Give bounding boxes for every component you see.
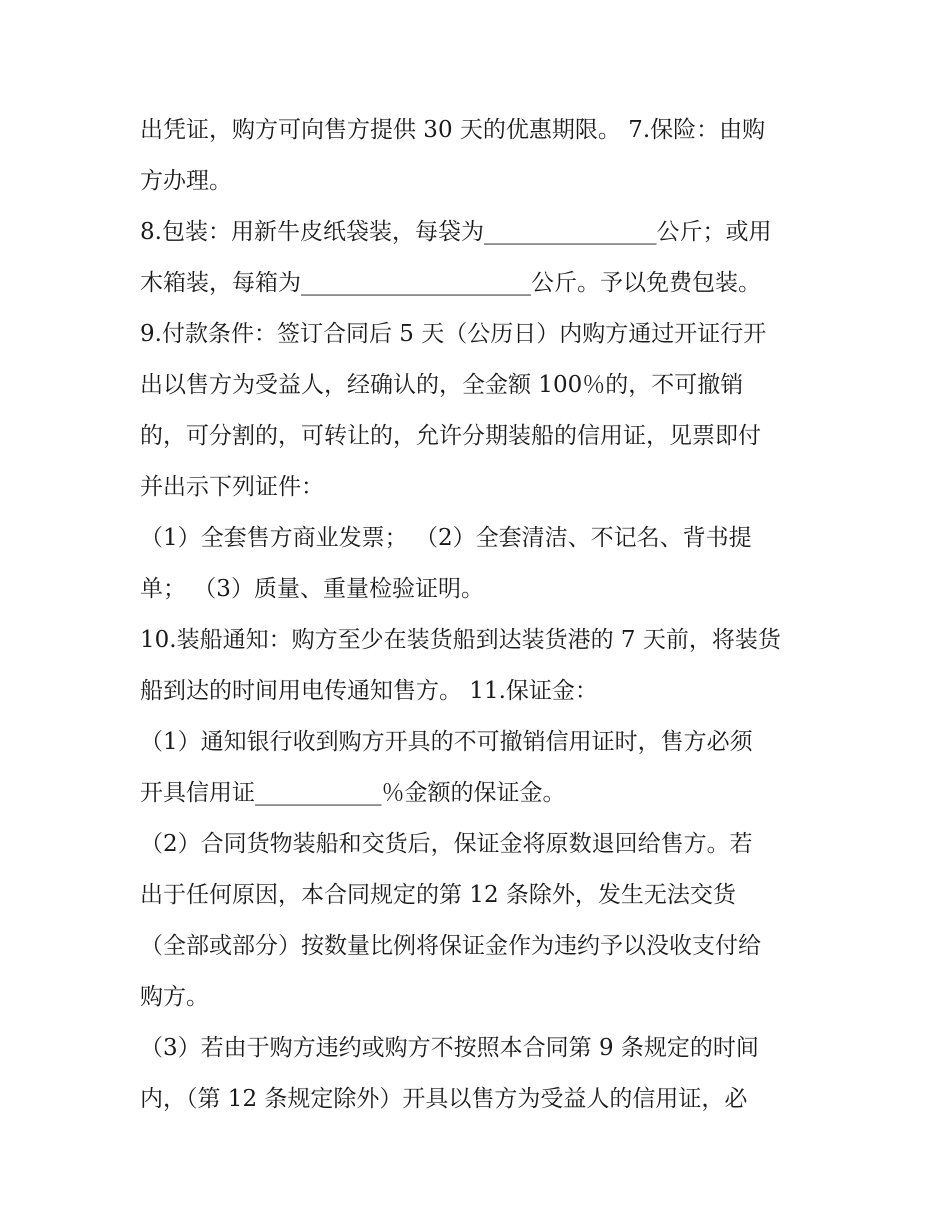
text-line: 的，可分割的，可转让的，允许分期装船的信用证，见票即付 xyxy=(140,423,761,449)
text-line: 船到达的时间用电传通知售方。 11.保证金： xyxy=(140,678,598,704)
text-line: 10.装船通知：购方至少在装货船到达装货港的 7 天前，将装货 xyxy=(140,627,781,653)
text-line: 出于任何原因，本合同规定的第 12 条除外，发生无法交货 xyxy=(140,882,736,908)
text-line: 9.付款条件：签订合同后 5 天（公历日）内购方通过开证行开 xyxy=(140,321,767,347)
text-line: 方办理。 xyxy=(140,168,232,194)
text-line: 并出示下列证件： xyxy=(140,474,324,500)
text-line: 单； （3）质量、重量检验证明。 xyxy=(140,576,484,602)
text-line: 出以售方为受益人，经确认的，全金额 100％的，不可撤销 xyxy=(140,372,744,398)
contract-text xyxy=(140,105,820,1125)
text-line: 购方。 xyxy=(140,984,209,1010)
text-line: （全部或部分）按数量比例将保证金作为违约予以没收支付给 xyxy=(140,933,761,959)
text-line: 木箱装，每箱为____________________公斤。予以免费包装。 xyxy=(140,270,761,296)
text-line: （1）全套售方商业发票； （2）全套清洁、不记名、背书提 xyxy=(140,525,752,551)
text-line: 8.包装：用新牛皮纸袋装，每袋为_______________公斤；或用 xyxy=(140,219,772,245)
text-line: 开具信用证___________％金额的保证金。 xyxy=(140,780,566,806)
text-line: （3）若由于购方违约或购方不按照本合同第 9 条规定的时间 xyxy=(140,1035,759,1061)
text-line: （1）通知银行收到购方开具的不可撤销信用证时，售方必须 xyxy=(140,729,753,755)
text-line: 内，（第 12 条规定除外）开具以售方为受益人的信用证，必 xyxy=(140,1086,748,1112)
text-line: （2）合同货物装船和交货后，保证金将原数退回给售方。若 xyxy=(140,831,753,857)
text-line: 出凭证，购方可向售方提供 30 天的优惠期限。 7.保险：由购 xyxy=(140,117,766,143)
